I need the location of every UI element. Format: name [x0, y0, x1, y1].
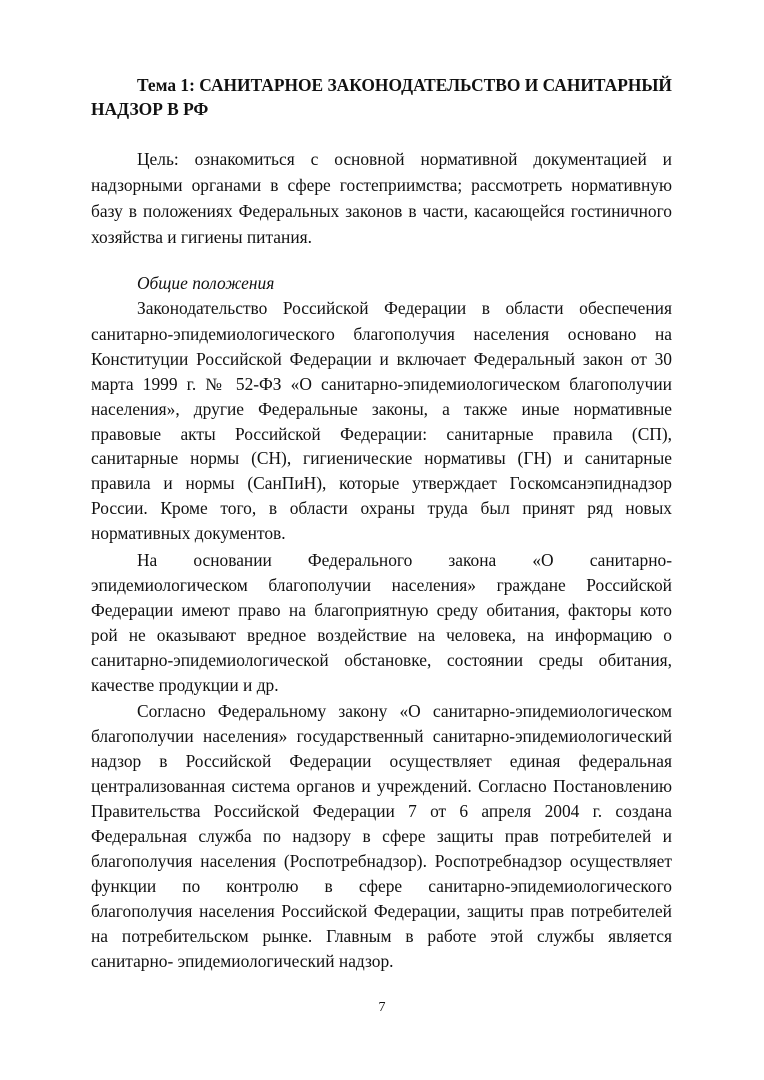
para2-line: Федерации имеют право на благоприятную среду обитания, факторы кото [91, 600, 672, 620]
para3-line: надзор в Российской Федерации осуществляет единая федеральная [91, 751, 672, 771]
para3-line: благополучия населения (Роспотребнадзор). Роспотребнадзор осуществляет [91, 851, 672, 871]
section-heading: Общие положения [137, 273, 275, 293]
para2-line: На основании Федерального закона «О санитарно- [137, 550, 672, 570]
para3-line: санитарно- эпидемиологический надзор. [91, 951, 394, 971]
goal-line: базу в положениях Федеральных законов в части, касающейся гостиничного [91, 201, 672, 221]
para1-line: России. Кроме того, в области охраны труда был принят ряд новых [91, 498, 672, 518]
para1-line: нормативных документов. [91, 523, 286, 543]
para3-line: функции по контролю в сфере санитарно-эпидемиологического [91, 876, 672, 896]
goal-line: хозяйства и гигиены питания. [91, 227, 312, 247]
para3-line: централизованная система органов и учреждений. Согласно Постановлению [91, 776, 672, 796]
para3-line: Федеральная служба по надзору в сфере защиты прав потребителей и [91, 826, 672, 846]
para3-line: на потребительском рынке. Главным в работе этой службы является [91, 926, 672, 946]
para1-line: правовые акты Российской Федерации: санитарные правила (СП), [91, 424, 672, 444]
para1-line: санитарно-эпидемиологического благополучия населения основано на [91, 324, 672, 344]
page-number: 7 [378, 1000, 386, 1015]
para2-line: качестве продукции и др. [91, 675, 279, 695]
para3-line: благополучия населения Российской Федерации, защиты прав потребителей [91, 901, 672, 921]
para1-line: Законодательство Российской Федерации в области обеспечения [137, 298, 672, 318]
goal-line: Цель: ознакомиться с основной нормативной документацией и [137, 149, 672, 169]
title-line-1: Тема 1: САНИТАРНОЕ ЗАКОНОДАТЕЛЬСТВО И САНИТАРНЫЙ [137, 75, 672, 95]
para3-line: Согласно Федеральному закону «О санитарно-эпидемиологическом [137, 701, 672, 721]
para1-line: Конституции Российской Федерации и включает Федеральный закон от 30 [91, 349, 672, 369]
para2-line: рой не оказывают вредное воздействие на человека, на информацию о [91, 625, 672, 645]
para1-line: населения», другие Федеральные законы, а также иные нормативные [91, 399, 672, 419]
para2-line: эпидемиологическом благополучии населения» граждане Российской [91, 575, 672, 595]
para3-line: благополучии населения» государственный санитарно-эпидемиологический [91, 726, 672, 746]
para1-line: санитарные нормы (СН), гигиенические нормативы (ГН) и санитарные [91, 448, 672, 468]
para2-line: санитарно-эпидемиологической обстановке, состоянии среды обитания, [91, 650, 672, 670]
para1-line: марта 1999 г. № 52-ФЗ «О санитарно-эпидемиологическом благополучии [91, 374, 672, 394]
goal-line: надзорными органами в сфере гостеприимства; рассмотреть нормативную [91, 175, 672, 195]
para3-line: Правительства Российской Федерации 7 от 6 апреля 2004 г. создана [91, 801, 672, 821]
para1-line: правила и нормы (СанПиН), которые утверждает Госкомсанэпиднадзор [91, 473, 672, 493]
title-line-2: НАДЗОР В РФ [91, 99, 209, 119]
